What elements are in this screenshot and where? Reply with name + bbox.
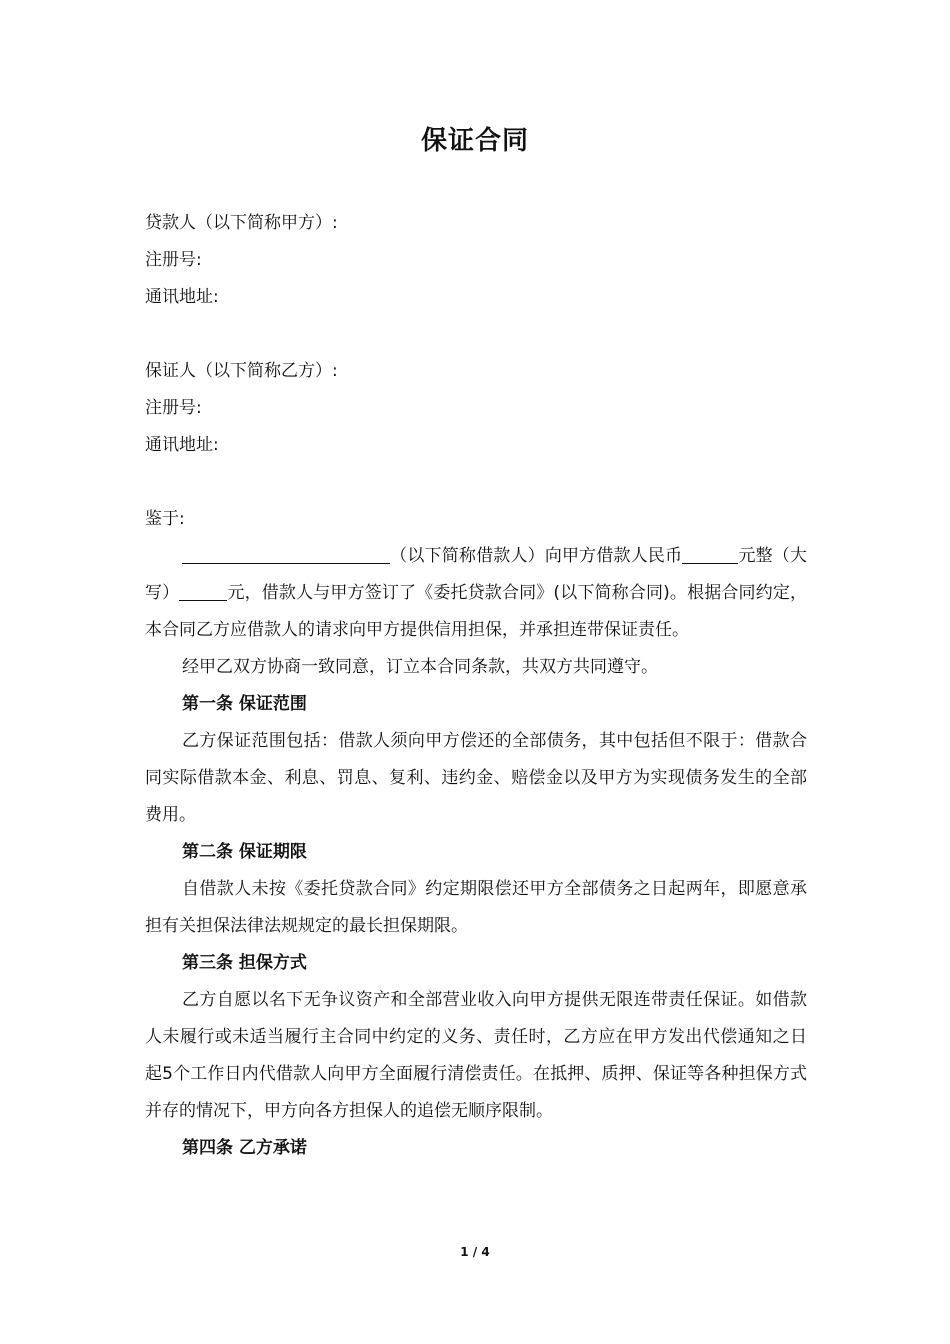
document-title: 保证合同 xyxy=(420,126,529,156)
recital-text-a: （以下简称借款人）向甲方借款人民币 xyxy=(390,546,683,566)
lender-label: 贷款人（以下简称甲方）: xyxy=(145,213,338,233)
spacer xyxy=(145,316,807,353)
article-2-body: 自借款人未按《委托贷款合同》约定期限偿还甲方全部债务之日起两年，即愿意承担有关担保法律法规规定的最长担保期限。 xyxy=(145,879,807,936)
article-1-heading: 第一条 保证范围 xyxy=(182,694,307,714)
amount-blank xyxy=(682,543,738,564)
guarantor-reg-no: 注册号: xyxy=(145,398,202,418)
lender-reg-no: 注册号: xyxy=(145,250,202,270)
article-3-heading: 第三条 担保方式 xyxy=(182,953,307,973)
amount-words-blank xyxy=(179,580,227,601)
recital-text-c: （大写） xyxy=(145,546,808,603)
recital-text-d: 元，借款人与甲方签订了《委托贷款合同》(以下简称合同)。根据合同约定，本合同乙方应借款人的请求向甲方提供信用担保，并承担连带保证责任。 xyxy=(145,583,808,640)
article-2-heading: 第二条 保证期限 xyxy=(182,842,307,862)
agreement-paragraph: 经甲乙双方协商一致同意，订立本合同条款，共双方共同遵守。 xyxy=(182,657,658,677)
borrower-name-blank xyxy=(182,543,390,564)
article-1-body: 乙方保证范围包括：借款人须向甲方偿还的全部债务，其中包括但不限于：借款合同实际借款本金、利息、罚息、复利、违约金、赔偿金以及甲方为实现债务发生的全部费用。 xyxy=(145,731,807,825)
spacer xyxy=(145,464,807,501)
recital-text-b: 元整 xyxy=(738,546,773,566)
article-3-body: 乙方自愿以名下无争议资产和全部营业收入向甲方提供无限连带责任保证。如借款人未履行或未适当履行主合同中约定的义务、责任时，乙方应在甲方发出代偿通知之日起5个工作日内代借款人向甲方全面履行清偿责任。在抵押、质押、保证等各种担保方式并存的情况下，甲方向各方担保人的追偿无顺序限制。 xyxy=(145,990,807,1121)
page-number: 1 / 4 xyxy=(460,1245,490,1259)
document-body xyxy=(145,205,807,1167)
whereas-label: 鉴于: xyxy=(145,509,185,529)
article-4-heading: 第四条 乙方承诺 xyxy=(182,1138,307,1158)
recital-paragraph xyxy=(145,538,807,649)
guarantor-label: 保证人（以下简称乙方）: xyxy=(145,361,338,381)
lender-address: 通讯地址: xyxy=(145,287,219,307)
guarantor-address: 通讯地址: xyxy=(145,435,219,455)
